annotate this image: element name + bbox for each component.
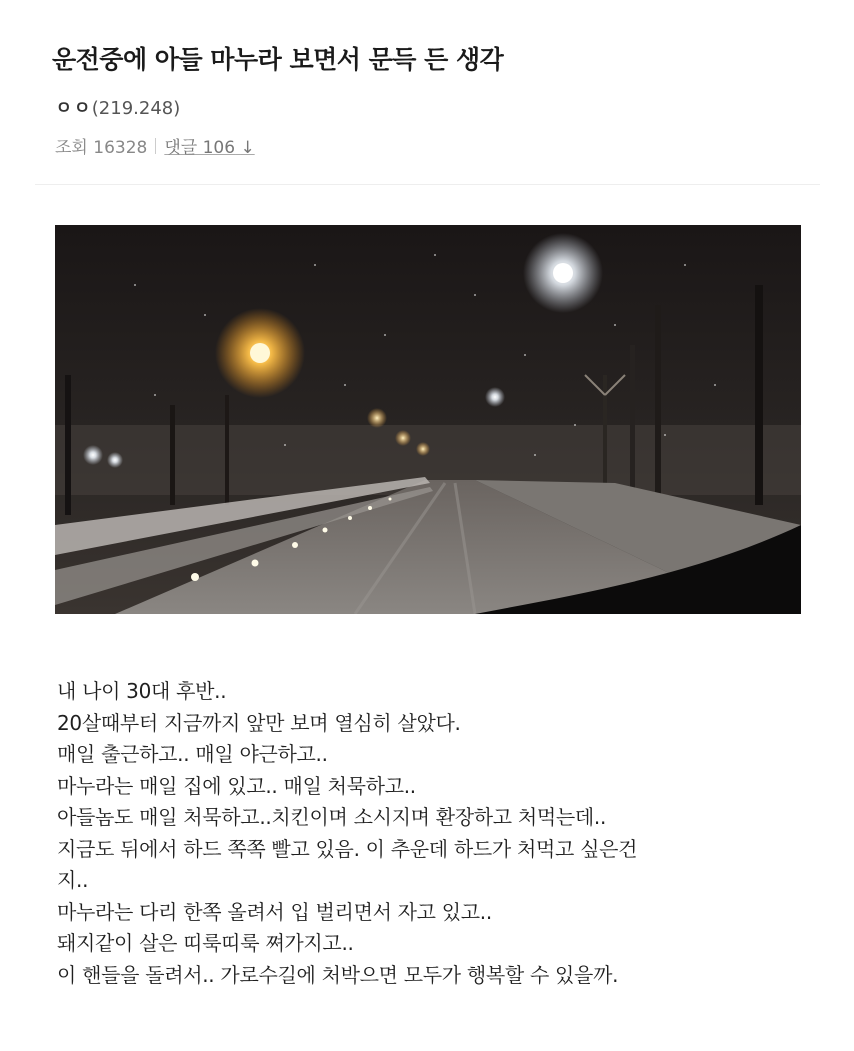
arrow-down-icon: ↓ [240, 138, 255, 158]
body-line: 20살때부터 지금까지 앞만 보며 열심히 살았다. [57, 710, 461, 735]
body-line: 아들놈도 매일 처묵하고..치킨이며 소시지며 환장하고 처먹는데.. [57, 805, 607, 829]
comments-link[interactable] [164, 133, 254, 158]
post-meta [55, 133, 255, 158]
body-line: 지금도 뒤에서 하드 쪽쪽 빨고 있음. 이 추운데 하드가 처먹고 싶은건 [57, 836, 638, 861]
view-count: 조회 16328 [55, 138, 148, 158]
body-line: 지.. [57, 868, 89, 892]
post-body [57, 676, 817, 991]
body-line: 내 나이 30대 후반.. [57, 679, 227, 703]
author-ip: (219.248) [91, 98, 181, 119]
author-name[interactable]: ㅇㅇ [55, 98, 92, 119]
body-line: 돼지같이 살은 띠룩띠룩 쪄가지고.. [57, 931, 354, 955]
body-line: 이 핸들을 돌려서.. 가로수길에 처박으면 모두가 행복할 수 있을까. [57, 962, 619, 987]
comments-count: 댓글 106 [164, 138, 236, 158]
body-line: 매일 출근하고.. 매일 야근하고.. [57, 742, 328, 766]
header-divider [35, 184, 820, 185]
post-photo [55, 225, 801, 614]
snowy-road-image [55, 225, 801, 614]
author-info [55, 94, 180, 120]
body-line: 마누라는 다리 한쪽 올려서 입 벌리면서 자고 있고.. [57, 899, 492, 924]
meta-divider [155, 138, 156, 154]
post-title: 운전중에 아들 마누라 보면서 문득 든 생각 [52, 45, 504, 74]
body-line: 마누라는 매일 집에 있고.. 매일 처묵하고.. [57, 773, 416, 798]
